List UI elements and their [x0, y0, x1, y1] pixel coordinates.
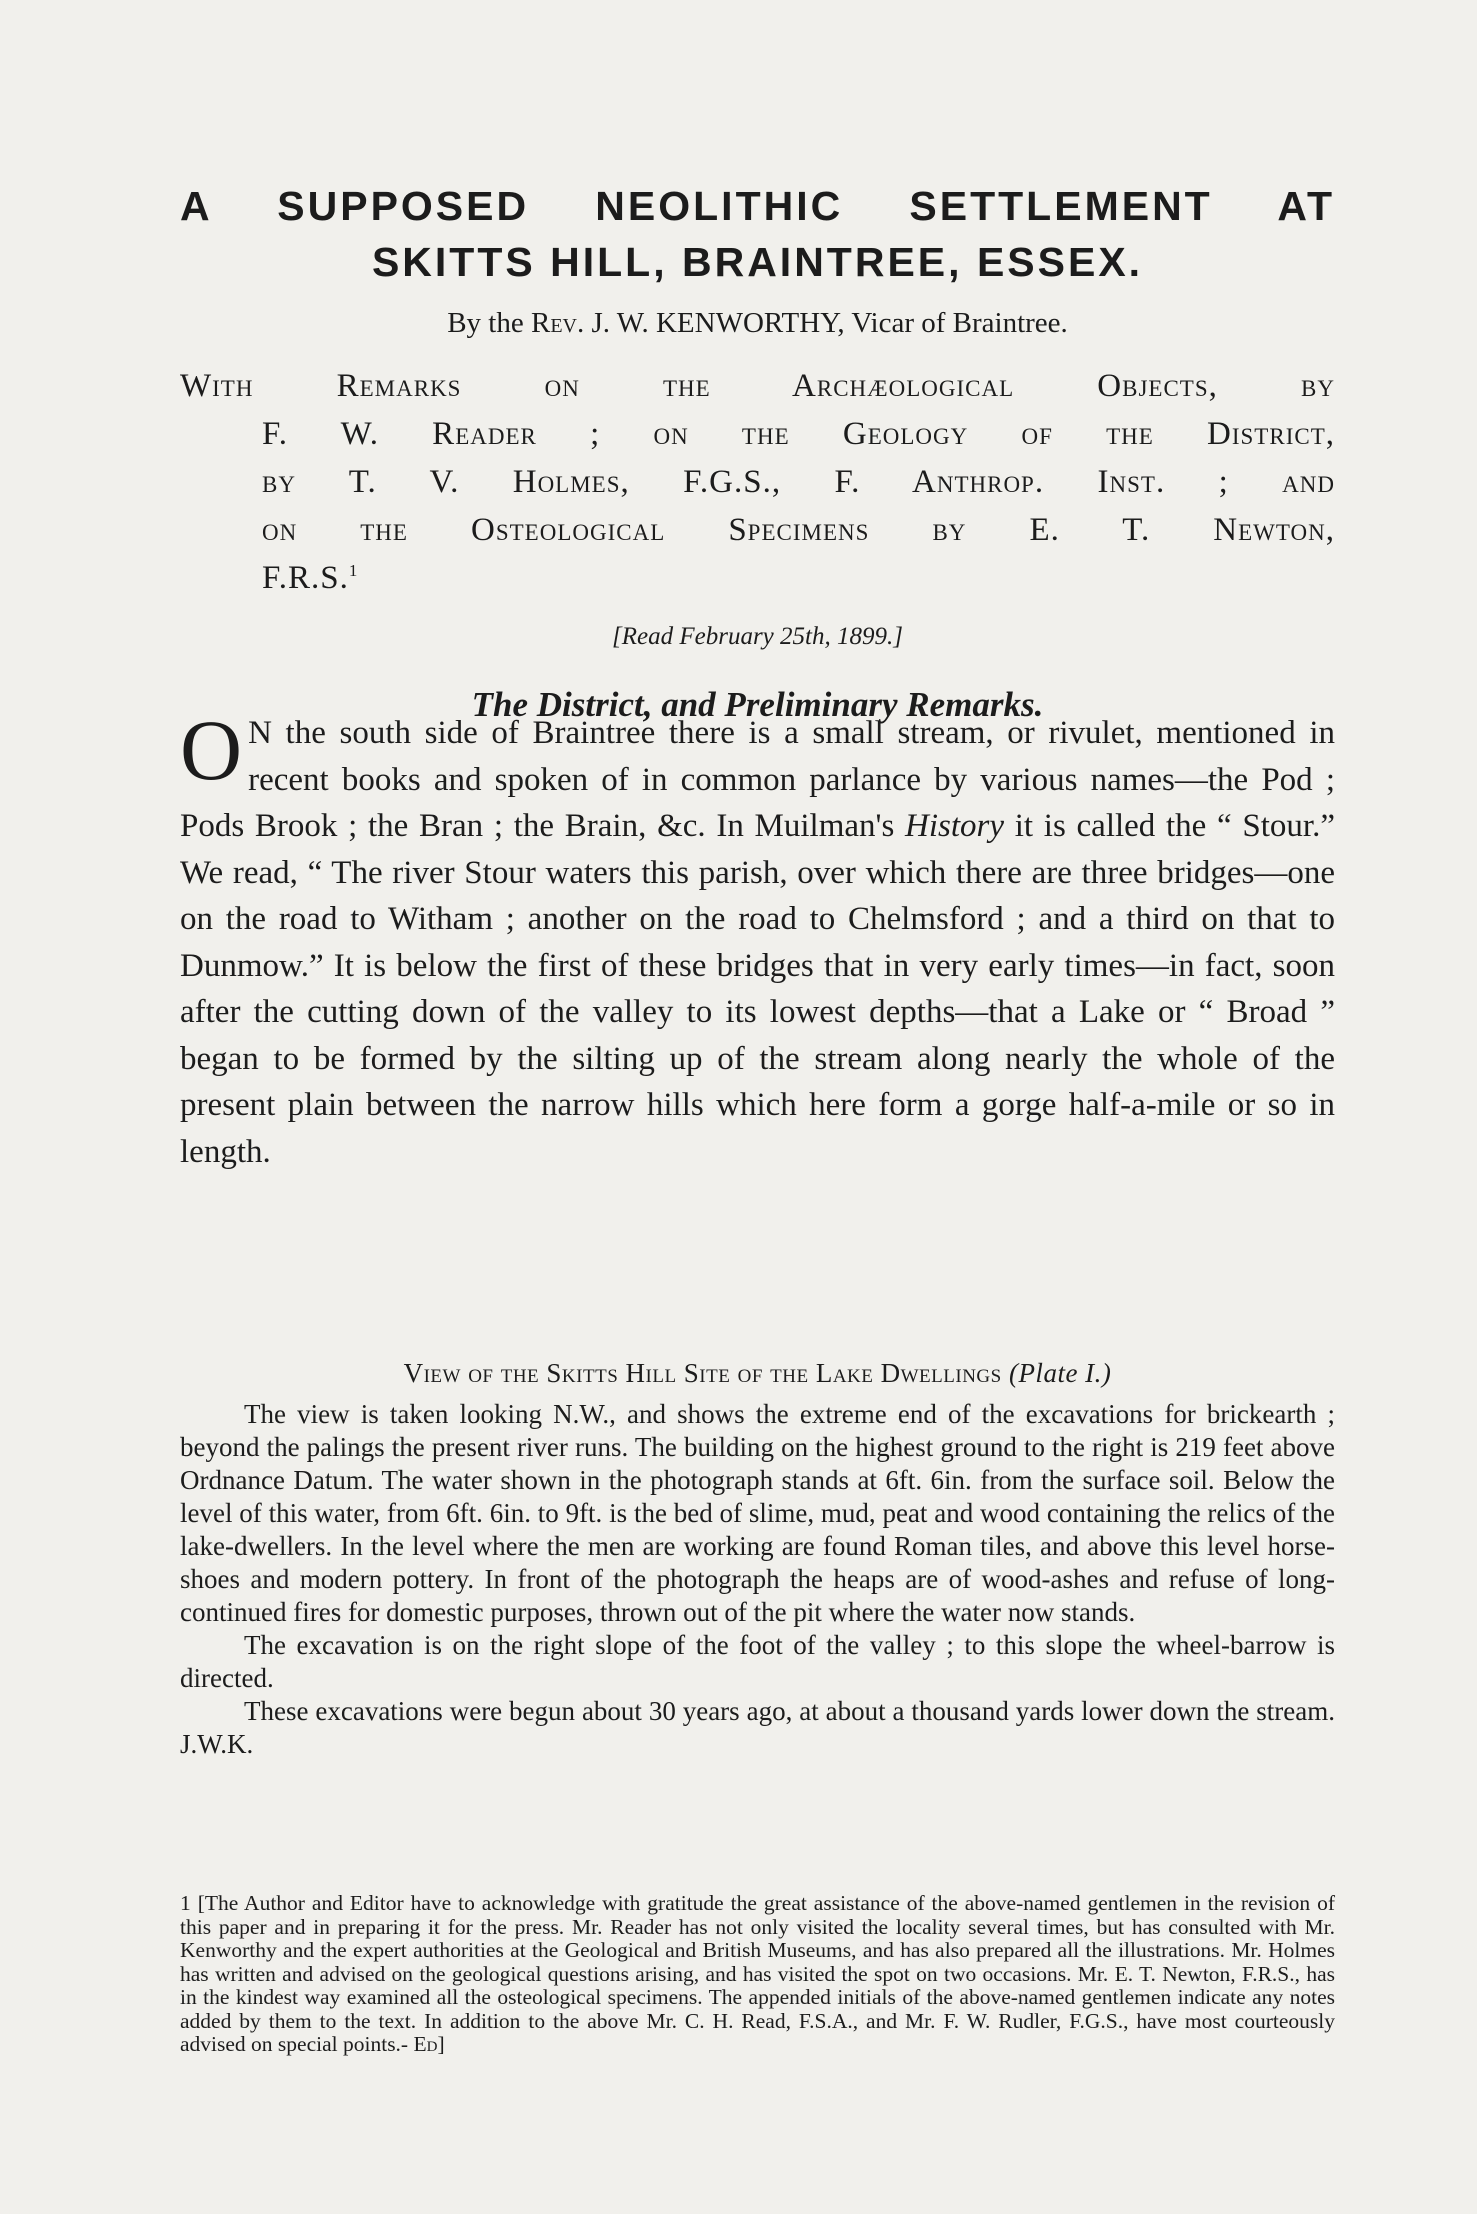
plate-paragraph-3: These excavations were begun about 30 years ago, at about a thousand yards lower down the stream. J.W.K. — [180, 1696, 1335, 1759]
byline-rev: Rev. — [530, 307, 585, 339]
intro-text-part-2: it is called the “ Stour.” We read, “ The river Stour waters this parish, over which there are three bridges—one on the road to Witham ; another on the road to Chelmsford ; and a third on that to Dunmow.” It is below the first of these bridges that in very early times—in fact, soon after the cutting down of the valley to its lowest depths—that a Lake or “ Broad ” began to be formed by the silting up of the stream along nearly the whole of the present plain between the narrow hills which here form a gorge half-a-mile or so in length. — [180, 808, 1335, 1170]
footnote-marker: 1 — [348, 561, 359, 580]
remarks-line-5-text: F.R.S. — [262, 560, 349, 596]
plate-description — [180, 1398, 1335, 1761]
author-byline — [180, 303, 1335, 343]
title-line-2: SKITTS HILL, BRAINTREE, ESSEX. — [371, 239, 1144, 285]
footnote — [180, 1892, 1335, 2057]
plate-paragraph-2: The excavation is on the right slope of the foot of the valley ; to this slope the wheel-barrow is directed. — [180, 1630, 1335, 1693]
remarks-line-1: With Remarks on the Archæological Objects, by — [180, 368, 1335, 404]
plate-caption — [180, 1358, 1335, 1389]
byline-author: J. W. KENWORTHY, Vicar of Braintree. — [591, 307, 1068, 339]
contributors-remarks — [180, 362, 1335, 602]
title-line-1: A SUPPOSED NEOLITHIC SETTLEMENT AT — [180, 183, 1335, 229]
read-date: [Read February 25th, 1899.] — [612, 623, 903, 650]
remarks-line-2: F. W. Reader ; on the Geology of the District, — [262, 416, 1335, 452]
section-heading: The District, and Preliminary Remarks. — [471, 685, 1044, 725]
footnote-signature: Ed — [413, 2032, 438, 2056]
plate-reference: (Plate I.) — [1008, 1358, 1112, 1388]
remarks-line-4: on the Osteological Specimens by E. T. Newton, — [262, 512, 1335, 548]
plate-paragraph-1: The view is taken looking N.W., and shows the extreme end of the excavations for brickearth ; beyond the palings the present river runs. The building on the highest ground to the right is 219 feet above Ordnance Datum. The water shown in the photograph stands at 6ft. 6in. from the surface soil. Below the level of this water, from 6ft. 6in. to 9ft. is the bed of slime, mud, peat and wood containing the relics of the lake-dwellers. In the level where the men are working are found Roman tiles, and above this level horse-shoes and modern pottery. In front of the photograph the heaps are of wood-ashes and refuse of long-continued fires for domestic purposes, thrown out of the pit where the water now stands. — [180, 1399, 1335, 1627]
footnote-text: [The Author and Editor have to acknowledge with gratitude the great assistance of the above-named gentlemen in the revision of this paper and in preparing it for the press. Mr. Reader has not only visited the locality several times, but has consulted with Mr. Kenworthy and the expert authorities at the Geological and British Museums, and has also prepared all the illustrations. Mr. Holmes has written and advised on the geological questions arising, and has visited the spot on two occasions. Mr. E. T. Newton, F.R.S., has in the kindest way examined all the osteological specimens. The appended initials of the above-named gentlemen indicate any notes added by them to the text. In addition to the above Mr. C. H. Read, F.S.A., and Mr. F. W. Rudler, F.G.S., have most courteously advised on special points.- — [180, 1891, 1336, 2056]
book-title: History — [905, 808, 1005, 844]
plate-caption-text: View of the Skitts Hill Site of the Lake Dwellings — [403, 1358, 1002, 1388]
drop-cap: O — [180, 702, 243, 798]
remarks-line-3: by T. V. Holmes, F.G.S., F. Anthrop. Inst. ; and — [262, 464, 1335, 500]
footnote-close: ] — [437, 2032, 445, 2056]
footnote-number: 1 — [180, 1891, 191, 1915]
article-title — [180, 178, 1335, 290]
byline-prefix: By the — [447, 307, 524, 339]
remarks-line-5 — [180, 554, 1335, 602]
intro-text-part-1: N the south side of Braintree there is a small stream, or rivulet, mentioned in recent books and spoken of in common parlance by various names—the Pod ; Pods Brook ; the Bran ; the Brain, &c. In Muilman's — [180, 715, 1335, 844]
